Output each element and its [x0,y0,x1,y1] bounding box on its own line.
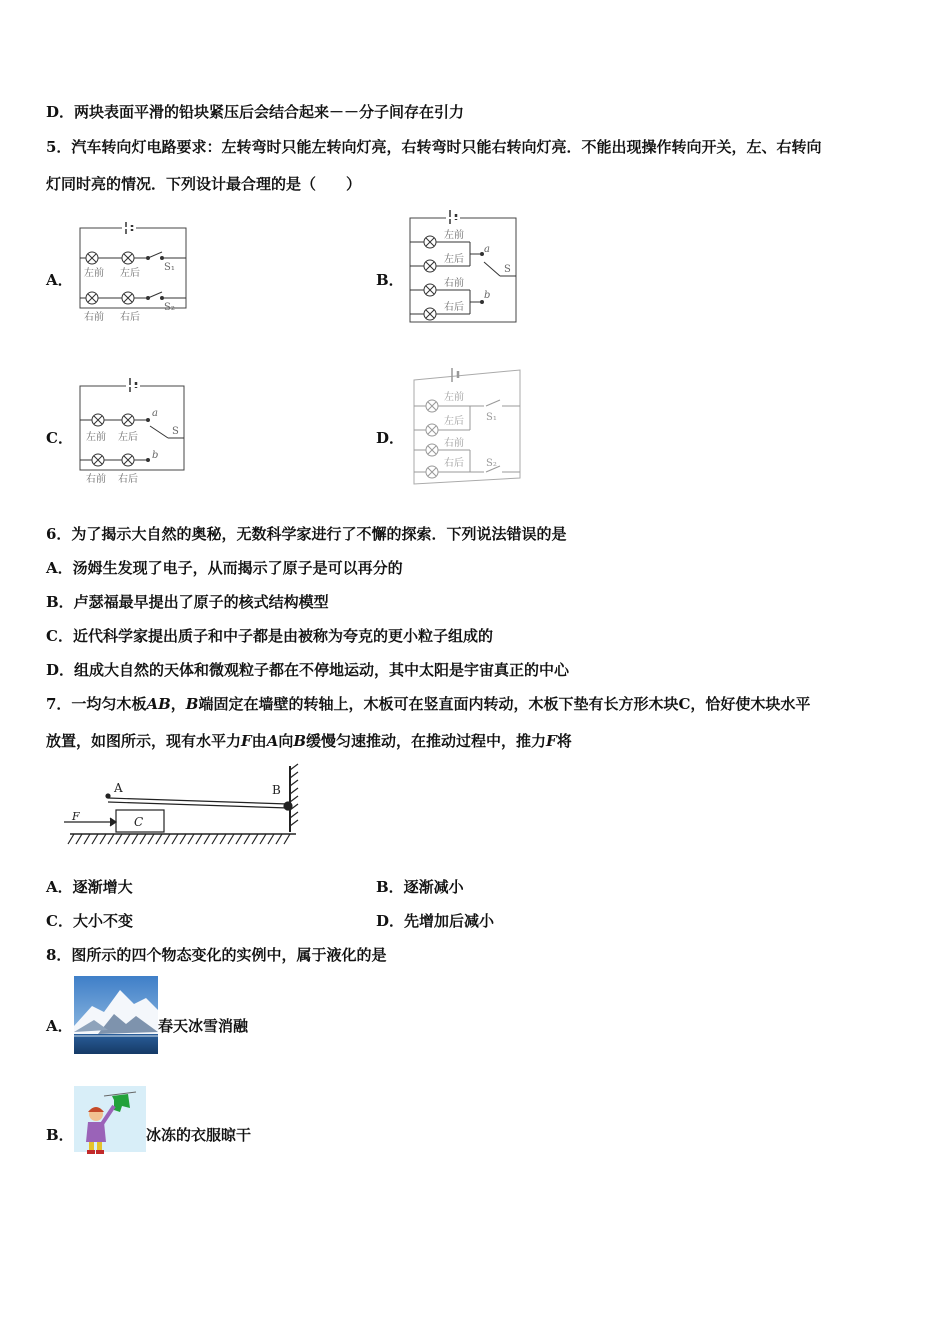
q7-option-a: A．逐渐增大 [46,878,133,896]
q4-option-d: D．两块表面平滑的铅块紧压后会结合起来－－分子间存在引力 [46,103,465,121]
svg-text:右前: 右前 [444,278,464,289]
fig-label-c: C [134,815,144,829]
label-right-back: 右后 [120,312,140,323]
q6-option-b: B．卢瑟福最早提出了原子的核式结构模型 [46,593,329,611]
q8-caption-b: 冰冻的衣服晾干 [146,1126,252,1144]
svg-text:右后: 右后 [444,458,464,469]
q5-option-b-label: B． [376,271,404,289]
fig-label-f: F [72,810,80,823]
q5-stem-line2: 灯同时亮的情况．下列设计最合理的是（ ） [46,175,362,193]
q8-frozen-clothes-image [74,1086,146,1166]
q8-option-b-label: B． [46,1126,74,1144]
q5-circuit-a [76,212,192,326]
fig-label-b: B [272,783,281,797]
q5-circuit-d [404,366,526,490]
q7-board-figure [60,762,320,858]
q8-snow-mountain-image [74,976,158,1054]
q5-option-d-label: D． [376,429,405,447]
q5-circuit-c [76,372,190,488]
q6-option-c: C．近代科学家提出质子和中子都是由被称为夸克的更小粒子组成的 [46,627,493,645]
svg-text:b: b [484,290,491,301]
svg-text:左后: 左后 [444,416,464,427]
svg-text:左前: 左前 [86,432,106,443]
svg-text:S: S [172,426,179,437]
svg-text:右后: 右后 [444,302,464,313]
q5-option-c-label: C． [46,429,73,447]
q8-option-a-label: A． [46,1017,73,1035]
label-right-front: 右前 [84,312,104,323]
svg-text:b: b [152,450,159,461]
q5-stem-line1: 5．汽车转向灯电路要求：左转弯时只能左转向灯亮，右转弯时只能右转向灯亮．不能出现操作转向开关，左、右转向 [46,138,822,156]
svg-text:右后: 右后 [118,474,138,485]
svg-text:左前: 左前 [444,392,464,403]
fig-label-a: A [114,781,123,795]
label-left-back: 左后 [120,268,140,279]
q8-caption-a: 春天冰雪消融 [158,1017,249,1035]
q7-stem-line2: 放置，如图所示，现有水平力F由A向B缓慢匀速推动，在推动过程中，推力F将 [46,732,572,750]
q7-stem-line1: 7．一均匀木板AB，B端固定在墙壁的转轴上，木板可在竖直面内转动，木板下垫有长方形木块C，恰好使木块水平 [46,695,811,713]
q7-option-c: C．大小不变 [46,912,133,930]
svg-text:右前: 右前 [444,438,464,449]
svg-text:a: a [484,244,490,255]
label-s1: S₁ [164,262,175,273]
q6-option-a: A．汤姆生发现了电子，从而揭示了原子是可以再分的 [46,559,403,577]
svg-text:右前: 右前 [86,474,106,485]
svg-text:a: a [152,408,158,419]
q6-option-d: D．组成大自然的天体和微观粒子都在不停地运动，其中太阳是宇宙真正的中心 [46,661,570,679]
q5-circuit-b [404,206,522,328]
svg-text:S₁: S₁ [486,412,497,423]
svg-text:S₂: S₂ [486,458,497,469]
q7-option-b: B．逐渐减小 [376,878,464,896]
q5-option-a-label: A． [46,271,73,289]
svg-text:左前: 左前 [444,230,464,241]
q6-stem: 6．为了揭示大自然的奥秘，无数科学家进行了不懈的探索．下列说法错误的是 [46,525,567,543]
q7-option-d: D．先增加后减小 [376,912,495,930]
svg-text:S: S [504,264,511,275]
label-s2: S₂ [164,302,175,313]
q8-stem: 8．图所示的四个物态变化的实例中，属于液化的是 [46,946,387,964]
label-left-front: 左前 [84,268,104,279]
svg-text:左后: 左后 [444,254,464,265]
svg-text:左后: 左后 [118,432,138,443]
